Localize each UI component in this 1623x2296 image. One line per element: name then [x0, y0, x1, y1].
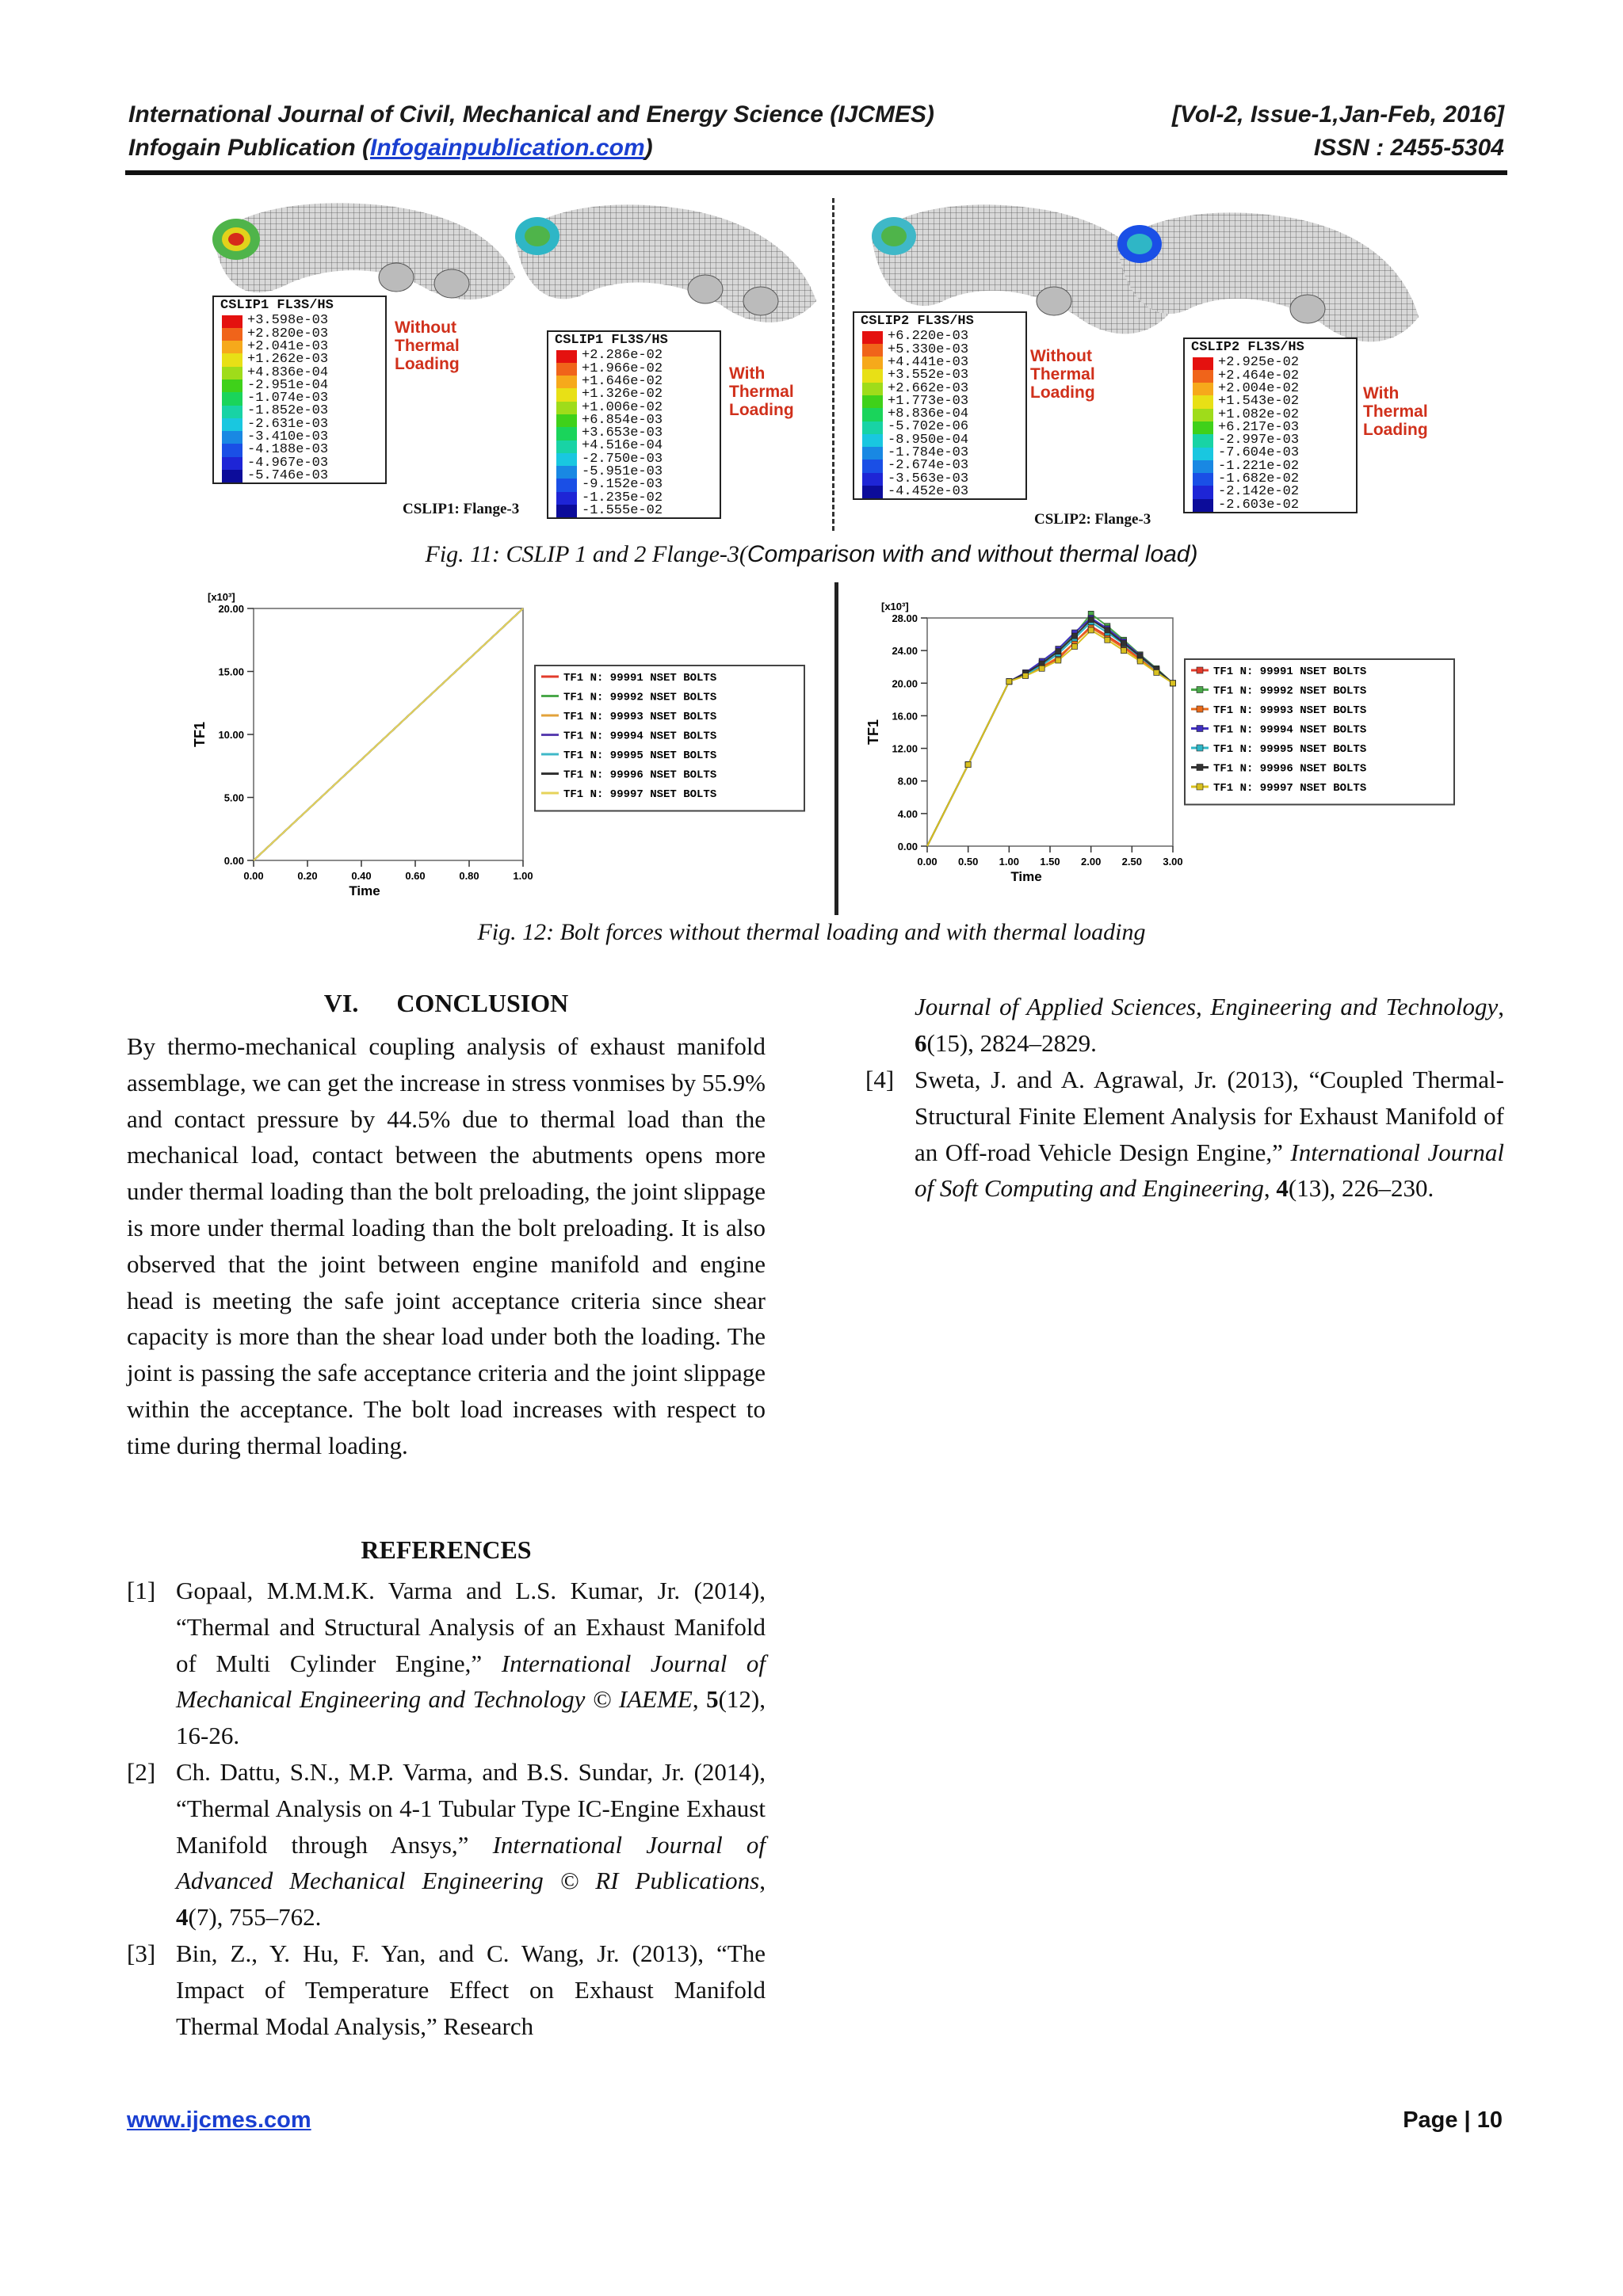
legend-value: -3.563e-03	[888, 471, 969, 486]
legend-title: CSLIP2 FL3S/HS	[861, 314, 974, 329]
note-without-thermal-2	[1030, 347, 1095, 402]
x-tick-label: 0.40	[351, 870, 372, 882]
y-tick-label: 12.00	[892, 742, 918, 755]
legend-swatch	[1193, 370, 1213, 383]
note-line: Thermal	[1363, 402, 1428, 421]
legend-value: +2.286e-02	[582, 348, 663, 364]
legend-label: TF1 N: 99997 NSET BOLTS	[563, 788, 717, 801]
note-line: With	[729, 364, 766, 383]
reference-1	[127, 1573, 766, 1750]
reference-text	[176, 1754, 766, 1936]
reference-2	[127, 1754, 766, 1932]
legend-value: +1.646e-02	[582, 374, 663, 389]
legend-swatch	[1193, 499, 1213, 512]
legend-swatch	[222, 406, 242, 418]
legend-label: TF1 N: 99996 NSET BOLTS	[1213, 762, 1367, 776]
legend-value: +3.552e-03	[888, 368, 969, 383]
ref-sep: ,	[759, 1867, 766, 1895]
legend-swatch	[556, 376, 577, 388]
legend-value: -1.852e-03	[247, 403, 329, 419]
reference-text	[915, 989, 1504, 1062]
legend-swatch	[1193, 460, 1213, 473]
legend-swatch	[1193, 421, 1213, 434]
issn: ISSN : 2455-5304	[1313, 135, 1504, 161]
y-tick-label: 4.00	[897, 807, 918, 820]
x-tick-label: 1.50	[1040, 856, 1060, 868]
x-tick-label: 0.00	[243, 870, 264, 882]
ref-journal: International Journal of Mechanical Engineering and Technology © IAEME	[176, 1649, 766, 1714]
flange-label-cslip1: CSLIP1: Flange-3	[403, 501, 520, 517]
legend-swatch	[556, 414, 577, 427]
header-rule	[125, 170, 1507, 175]
legend-rows	[854, 331, 1025, 499]
bolt-force-chart-without-thermal	[182, 586, 816, 919]
note-with-thermal-2	[1363, 384, 1428, 439]
legend-value: -1.235e-02	[582, 490, 663, 505]
legend-row	[548, 502, 720, 518]
caption-sans: Comparison with and without thermal load)	[747, 541, 1198, 567]
legend-marker	[1197, 765, 1203, 771]
legend-swatch	[862, 383, 883, 395]
y-axis-label: TF1	[865, 719, 881, 746]
legend-value: +6.217e-03	[1218, 419, 1300, 435]
legend-label: TF1 N: 99996 NSET BOLTS	[563, 769, 717, 782]
ref-volume: 4	[1276, 1174, 1289, 1203]
data-point	[1088, 627, 1094, 633]
legend-value: +2.041e-03	[247, 339, 329, 354]
legend-value: +1.773e-03	[888, 393, 969, 409]
conclusion-heading	[127, 989, 766, 1018]
legend-swatch	[1193, 383, 1213, 395]
legend-value: +8.836e-04	[888, 406, 969, 422]
legend-swatch	[862, 421, 883, 434]
reference-4	[865, 1062, 1504, 1252]
legend-value: -1.074e-03	[247, 391, 329, 406]
legend-label: TF1 N: 99994 NSET BOLTS	[1213, 723, 1367, 737]
legend-marker	[1197, 745, 1203, 751]
legend-value: +6.854e-03	[582, 412, 663, 428]
data-point	[1072, 633, 1078, 639]
x-tick-label: 0.80	[459, 870, 479, 882]
reference-text	[176, 1936, 766, 2044]
y-multiplier: [x10³]	[881, 601, 909, 612]
note-without-thermal-1	[395, 318, 460, 373]
legend-label: TF1 N: 99993 NSET BOLTS	[563, 711, 717, 723]
reference-text	[176, 1573, 766, 1754]
legend-rows	[1185, 357, 1356, 513]
data-point	[1154, 669, 1159, 675]
legend-marker	[1197, 726, 1203, 732]
legend-swatch	[222, 367, 242, 379]
reference-number: [3]	[127, 1939, 156, 1967]
legend-value: +3.653e-03	[582, 425, 663, 441]
legend-title: CSLIP1 FL3S/HS	[220, 298, 334, 313]
legend-value: -9.152e-03	[582, 477, 663, 493]
legend-value: -3.410e-03	[247, 429, 329, 445]
note-line: Thermal	[1030, 365, 1095, 383]
legend-marker	[1197, 667, 1203, 673]
manifold-render-4	[1102, 198, 1434, 357]
data-point	[1105, 637, 1110, 643]
data-point	[1039, 666, 1044, 671]
legend-value: -2.142e-02	[1218, 484, 1300, 500]
legend-swatch	[222, 392, 242, 405]
legend-cslip1-with	[547, 330, 721, 519]
legend-value: +2.004e-02	[1218, 381, 1300, 396]
conclusion-title: CONCLUSION	[396, 989, 569, 1017]
legend-swatch	[1193, 473, 1213, 486]
legend-value: -5.746e-03	[247, 467, 329, 483]
x-tick-label: 1.00	[513, 870, 533, 882]
legend-swatch	[1193, 395, 1213, 408]
legend-swatch	[862, 357, 883, 369]
ref-pages: (15), 2824–2829.	[926, 1028, 1097, 1057]
legend-swatch	[222, 341, 242, 353]
x-tick-label: 0.00	[917, 856, 938, 868]
reference-3	[127, 1936, 766, 2046]
legend-value: -4.967e-03	[247, 455, 329, 471]
legend-value: +1.262e-03	[247, 352, 329, 368]
note-with-thermal-1	[729, 364, 794, 419]
legend-marker	[1197, 706, 1203, 712]
y-tick-label: 0.00	[223, 855, 244, 867]
legend-value: -5.702e-06	[888, 419, 969, 435]
legend-row	[1185, 499, 1356, 512]
legend-value: +1.006e-02	[582, 399, 663, 415]
legend-swatch	[556, 505, 577, 517]
legend-value: -1.784e-03	[888, 445, 969, 461]
legend-swatch	[556, 466, 577, 479]
figure-11-divider	[832, 198, 834, 531]
ref-authors: Ch. Dattu, S.N., M.P. Varma, and B.S. Sundar, Jr. (2014), “Thermal Analysis on 4-1 Tubular Type IC-Engine Exhaust Manifold through Ansys,”	[176, 1758, 766, 1859]
legend-swatch	[862, 408, 883, 421]
footer-website	[127, 2107, 311, 2134]
legend-value: -4.188e-03	[247, 442, 329, 458]
reference-text	[915, 1062, 1504, 1207]
legend-swatch	[862, 460, 883, 472]
note-line: Loading	[395, 355, 460, 373]
references-heading: REFERENCES	[361, 1535, 532, 1564]
reference-number: [1]	[127, 1577, 156, 1604]
data-point	[1056, 649, 1061, 654]
y-tick-label: 28.00	[892, 612, 918, 624]
y-axis-label: TF1	[192, 721, 208, 748]
legend-swatch	[1193, 357, 1213, 370]
y-tick-label: 20.00	[218, 603, 244, 615]
ref-authors: Bin, Z., Y. Hu, F. Yan, and C. Wang, Jr. (2013), “The Impact of Temperature Effect on Exhaust Manifold Thermal Modal Analysis,” Research	[176, 1939, 766, 2040]
ref-authors: Gopaal, M.M.M.K. Varma and L.S. Kumar, Jr. (2014), “Thermal and Structural Analysis of an Exhaust Manifold of Multi Cylinder Engine,”	[176, 1577, 766, 1677]
legend-label: TF1 N: 99991 NSET BOLTS	[1213, 666, 1367, 678]
x-tick-label: 0.60	[405, 870, 426, 882]
legend-marker	[1197, 687, 1203, 693]
data-point	[1121, 640, 1127, 646]
legend-value: +4.441e-03	[888, 355, 969, 370]
legend-label: TF1 N: 99995 NSET BOLTS	[1213, 743, 1367, 756]
bolt-force-chart-with-thermal	[856, 586, 1458, 919]
legend-value: -2.997e-03	[1218, 433, 1300, 448]
note-line: Loading	[1030, 383, 1095, 402]
legend-swatch	[1193, 448, 1213, 460]
legend-value: +6.220e-03	[888, 329, 969, 345]
y-tick-label: 24.00	[892, 645, 918, 658]
legend-swatch	[556, 453, 577, 466]
volume-issue: [Vol-2, Issue-1,Jan-Feb, 2016]	[1171, 101, 1504, 128]
legend-value: -2.674e-03	[888, 458, 969, 474]
legend-swatch	[556, 402, 577, 414]
legend-rows	[548, 350, 720, 518]
x-tick-label: 2.50	[1121, 856, 1142, 868]
legend-swatch	[862, 395, 883, 408]
note-line: Without	[395, 318, 456, 337]
legend-value: -5.951e-03	[582, 464, 663, 480]
legend-swatch	[222, 418, 242, 431]
legend-swatch	[222, 353, 242, 366]
data-point	[1088, 617, 1094, 623]
publisher-suffix: )	[644, 135, 653, 161]
legend-value: +5.330e-03	[888, 341, 969, 357]
ref-volume: 6	[915, 1028, 927, 1057]
legend-label: TF1 N: 99992 NSET BOLTS	[1213, 685, 1367, 698]
legend-value: +2.820e-03	[247, 326, 329, 341]
flange-label-cslip2: CSLIP2: Flange-3	[1034, 511, 1151, 528]
legend-swatch	[556, 492, 577, 505]
legend-label: TF1 N: 99995 NSET BOLTS	[563, 749, 717, 762]
legend-swatch	[862, 486, 883, 498]
legend-swatch	[222, 457, 242, 470]
data-point	[1023, 673, 1029, 679]
legend-swatch	[556, 388, 577, 401]
ref-pages: (7), 755–762.	[188, 1903, 322, 1932]
ref-volume: 5	[706, 1685, 719, 1714]
conclusion-paragraph: By thermo-mechanical coupling analysis of exhaust manifold assemblage, we can get the increase in stress vonmises by 55.9% and contact pressure by 44.5% due to thermal load than the mechanical load, contact between the abutments opens more under thermal loading than the bolt preloading, the joint slippage is more under thermal loading than the bolt preloading. It is also observed that the joint between engine manifold and engine head is meeting the safe joint acceptance criteria since shear capacity is more than the shear load under both the loading. The joint is passing the safe acceptance criteria and the joint slippage within the acceptance. The bolt load increases with respect to time during thermal loading.	[127, 1032, 766, 1459]
legend-value: +1.966e-02	[582, 360, 663, 376]
ref-authors: Sweta, J. and A. Agrawal, Jr. (2013), “Coupled Thermal-Structural Finite Element Analysis for Exhaust Manifold of an Off-road Vehicle Design Engine,”	[915, 1066, 1504, 1166]
legend-value: -8.950e-04	[888, 432, 969, 448]
legend-swatch	[556, 441, 577, 453]
legend-rows	[214, 315, 385, 483]
legend-value: -2.750e-03	[582, 451, 663, 467]
legend-swatch	[222, 431, 242, 444]
legend-value: +4.516e-04	[582, 438, 663, 454]
x-axis-label: Time	[1010, 869, 1042, 884]
footer-page-number: Page | 10	[1403, 2107, 1503, 2133]
ref-sep: ,	[692, 1685, 707, 1714]
legend-label: TF1 N: 99993 NSET BOLTS	[1213, 704, 1367, 717]
legend-label: TF1 N: 99992 NSET BOLTS	[563, 691, 717, 704]
legend-row	[854, 483, 1025, 499]
legend-value: +3.598e-03	[247, 313, 329, 329]
legend-value: +2.464e-02	[1218, 368, 1300, 383]
publisher-link[interactable]: Infogainpublication.com	[369, 135, 645, 161]
legend-cslip1-without	[212, 296, 387, 484]
legend-swatch	[222, 470, 242, 482]
ref-pages: (13), 226–230.	[1288, 1174, 1434, 1203]
legend-swatch	[222, 444, 242, 456]
data-point	[1105, 627, 1110, 633]
legend-swatch	[862, 369, 883, 382]
x-tick-label: 0.50	[958, 856, 979, 868]
legend-swatch	[556, 479, 577, 491]
note-line: Thermal	[729, 383, 794, 401]
figure-12-caption: Fig. 12: Bolt forces without thermal loading and with thermal loading	[477, 919, 1146, 945]
legend-label: TF1 N: 99997 NSET BOLTS	[1213, 782, 1367, 795]
legend-swatch	[556, 363, 577, 376]
legend-title: CSLIP1 FL3S/HS	[555, 333, 668, 348]
publisher-prefix: Infogain Publication (	[128, 135, 370, 161]
note-line: Thermal	[395, 337, 460, 355]
data-point	[1170, 681, 1176, 686]
legend-swatch	[862, 344, 883, 357]
legend-swatch	[222, 379, 242, 392]
legend-swatch	[222, 328, 242, 341]
legend-value: +1.082e-02	[1218, 406, 1300, 422]
legend-value: -7.604e-03	[1218, 445, 1300, 461]
y-tick-label: 5.00	[223, 791, 244, 804]
legend-value: -2.603e-02	[1218, 497, 1300, 513]
legend-swatch	[222, 315, 242, 328]
y-tick-label: 10.00	[218, 729, 244, 741]
x-axis-label: Time	[349, 883, 380, 898]
legend-swatch	[1193, 486, 1213, 498]
legend-swatch	[862, 434, 883, 447]
legend-row	[214, 467, 385, 483]
y-tick-label: 8.00	[897, 775, 918, 788]
website-link[interactable]: www.ijcmes.com	[127, 2107, 311, 2133]
journal-title: International Journal of Civil, Mechanical and Energy Science (IJCMES)	[128, 101, 934, 128]
data-point	[1056, 658, 1061, 663]
legend-value: -1.682e-02	[1218, 471, 1300, 487]
data-point	[1137, 658, 1143, 664]
legend-title: CSLIP2 FL3S/HS	[1191, 340, 1304, 355]
legend-value: +4.836e-04	[247, 364, 329, 380]
data-point	[1121, 648, 1127, 654]
reference-number: [2]	[127, 1758, 156, 1786]
conclusion-number: VI.	[323, 989, 359, 1017]
legend-value: +1.326e-02	[582, 387, 663, 402]
y-multiplier: [x10³]	[208, 591, 235, 603]
legend-cslip2-with	[1183, 338, 1358, 513]
legend-value: -1.221e-02	[1218, 458, 1300, 474]
publisher-line	[128, 135, 1504, 162]
data-point	[965, 762, 971, 768]
legend-value: +2.925e-02	[1218, 355, 1300, 371]
legend-value: -1.555e-02	[582, 502, 663, 518]
reference-number: [4]	[865, 1066, 895, 1093]
manifold-render-2	[499, 190, 832, 333]
x-tick-label: 2.00	[1081, 856, 1102, 868]
figure-12-divider	[834, 582, 838, 915]
y-tick-label: 0.00	[897, 841, 918, 852]
legend-label: TF1 N: 99994 NSET BOLTS	[563, 730, 717, 743]
data-point	[1072, 644, 1078, 650]
legend-swatch	[862, 447, 883, 460]
x-tick-label: 1.00	[999, 856, 1019, 868]
ref-pages: (12), 16-26.	[176, 1685, 766, 1750]
y-tick-label: 20.00	[892, 677, 918, 690]
legend-swatch	[1193, 409, 1213, 421]
note-line: Loading	[729, 401, 794, 419]
legend-cslip2-without	[853, 311, 1027, 500]
ref-sep: ,	[1498, 993, 1504, 1020]
caption-serif: Fig. 11: CSLIP 1 and 2 Flange-3(	[425, 541, 747, 567]
legend-value: -2.631e-03	[247, 416, 329, 432]
legend-swatch	[862, 331, 883, 344]
legend-label: TF1 N: 99991 NSET BOLTS	[563, 672, 717, 685]
ref-sep: ,	[1263, 1174, 1277, 1203]
figure-11	[198, 190, 1434, 539]
data-point	[1006, 679, 1012, 685]
y-tick-label: 16.00	[892, 710, 918, 723]
ref-journal: Journal of Applied Sciences, Engineering and Technology	[915, 993, 1499, 1020]
legend-value: -4.452e-03	[888, 483, 969, 499]
legend-value: +1.543e-02	[1218, 394, 1300, 410]
y-tick-label: 15.00	[218, 666, 244, 678]
reference-3-continued	[865, 989, 1504, 1064]
running-header	[128, 101, 1504, 128]
note-line: With	[1363, 384, 1400, 402]
legend-value: +2.662e-03	[888, 380, 969, 396]
legend-swatch	[1193, 434, 1213, 447]
note-line: Without	[1030, 347, 1092, 365]
note-line: Loading	[1363, 421, 1428, 439]
x-tick-label: 0.20	[297, 870, 318, 882]
ref-journal: International Journal of Advanced Mechanical Engineering © RI Publications	[176, 1830, 766, 1895]
ref-volume: 4	[176, 1903, 189, 1932]
legend-value: -2.951e-04	[247, 377, 329, 393]
ref-journal: International Journal of Soft Computing and Engineering	[915, 1138, 1504, 1203]
figure-11-caption	[0, 541, 1623, 568]
legend-marker	[1197, 784, 1203, 790]
legend-swatch	[556, 350, 577, 363]
legend-swatch	[556, 427, 577, 440]
legend-swatch	[862, 473, 883, 486]
x-tick-label: 3.00	[1163, 856, 1183, 868]
